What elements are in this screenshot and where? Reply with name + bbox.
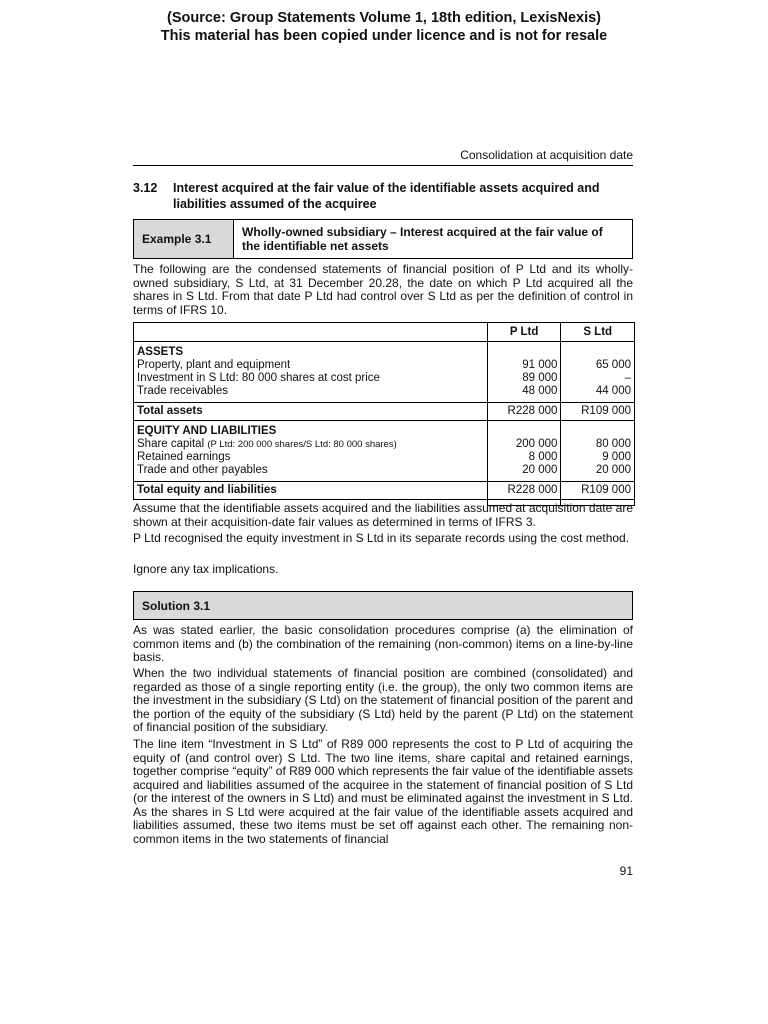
source-line-2: This material has been copied under licence and is not for resale [160,28,608,44]
example-label: Example 3.1 [134,220,234,258]
table-row: Property, plant and equipment 91 000 65 000 [134,359,635,372]
section-title: Interest acquired at the fair value of the identifiable assets acquired and liabilities assumed of the acquiree [173,181,600,211]
table-row: Share capital (P Ltd: 200 000 shares/S Ltd: 80 000 shares) 200 000 80 000 [134,438,635,451]
table-row [134,425,635,438]
note-paragraph: P Ltd recognised the equity investment in S Ltd in its separate records using the cost method. [133,531,630,545]
table-row: Trade receivables 48 000 44 000 [134,385,635,398]
assets-heading: ASSETS [134,346,488,359]
section-number: 3.12 [133,181,158,195]
solution-label: Solution 3.1 [133,591,633,620]
total-equity-row: Total equity and liabilities R228 000 R109 000 [134,482,635,500]
col-p-ltd: P Ltd [487,323,561,342]
solution-paragraph: The line item “Investment in S Ltd” of R89 000 represents the cost to P Ltd of acquiring the equity of (and control over) S Ltd. The two line items, share capital and retained earnings, together comprise “equity” of R89 000 which represents the fair value of the identifiable assets acquired and liabilities assumed of the acquiree in the statement of financial position of S Ltd (or the interest of the owners in S Ltd) and must be eliminated against the investment in S Ltd. As the shares in S Ltd were acquired at the fair value of the identifiable assets acquired and liabilities assumed, these two items must be set off against each other. The remaining non-common items in the two statements of financial [133,737,633,846]
note-paragraph: Ignore any tax implications. [133,562,279,576]
solution-paragraph: As was stated earlier, the basic consolidation procedures comprise (a) the elimination of common items and (b) the combination of the remaining (non-common) items on a line-by-line basis. [133,623,633,664]
source-notice [0,9,768,45]
header-rule [133,165,633,166]
note-paragraph: Assume that the identifiable assets acquired and the liabilities assumed at acquisition date are shown at their acquisition-date fair values as determined in terms of IFRS 3. [133,501,633,529]
intro-paragraph: The following are the condensed statements of financial position of P Ltd and its wholly-owned subsidiary, S Ltd, at 31 December 20.28, the date on which P Ltd acquired all the shares in S Ltd. From that date P Ltd had control over S Ltd as per the definition of control in terms of IFRS 10. [133,262,633,317]
table-row: Investment in S Ltd: 80 000 shares at cost price 89 000 – [134,372,635,385]
page-number: 91 [619,864,633,878]
source-line-1: (Source: Group Statements Volume 1, 18th edition, LexisNexis) [166,10,602,26]
table-row [134,346,635,359]
running-head: Consolidation at acquisition date [460,148,633,162]
table-header-row [134,323,635,342]
example-box [133,219,633,259]
equity-heading: EQUITY AND LIABILITIES [134,425,488,438]
solution-paragraph: When the two individual statements of financial position are combined (consolidated) and regarded as those of a single reporting entity (i.e. the group), the only two common items are the investment in the subsidiary (S Ltd) on the statement of financial position of the parent and the portion of the equity of the subsidiary (S Ltd) held by the parent (P Ltd) on the statement of financial position of the subsidiary. [133,666,633,734]
section-heading [133,180,633,212]
financial-position-table [133,322,635,506]
table-row: Retained earnings 8 000 9 000 [134,451,635,464]
example-title: Wholly-owned subsidiary – Interest acquired at the fair value of the identifiable net assets [242,225,603,253]
table-row: Trade and other payables 20 000 20 000 [134,464,635,477]
col-s-ltd: S Ltd [561,323,635,342]
total-assets-row: Total assets R228 000 R109 000 [134,403,635,421]
